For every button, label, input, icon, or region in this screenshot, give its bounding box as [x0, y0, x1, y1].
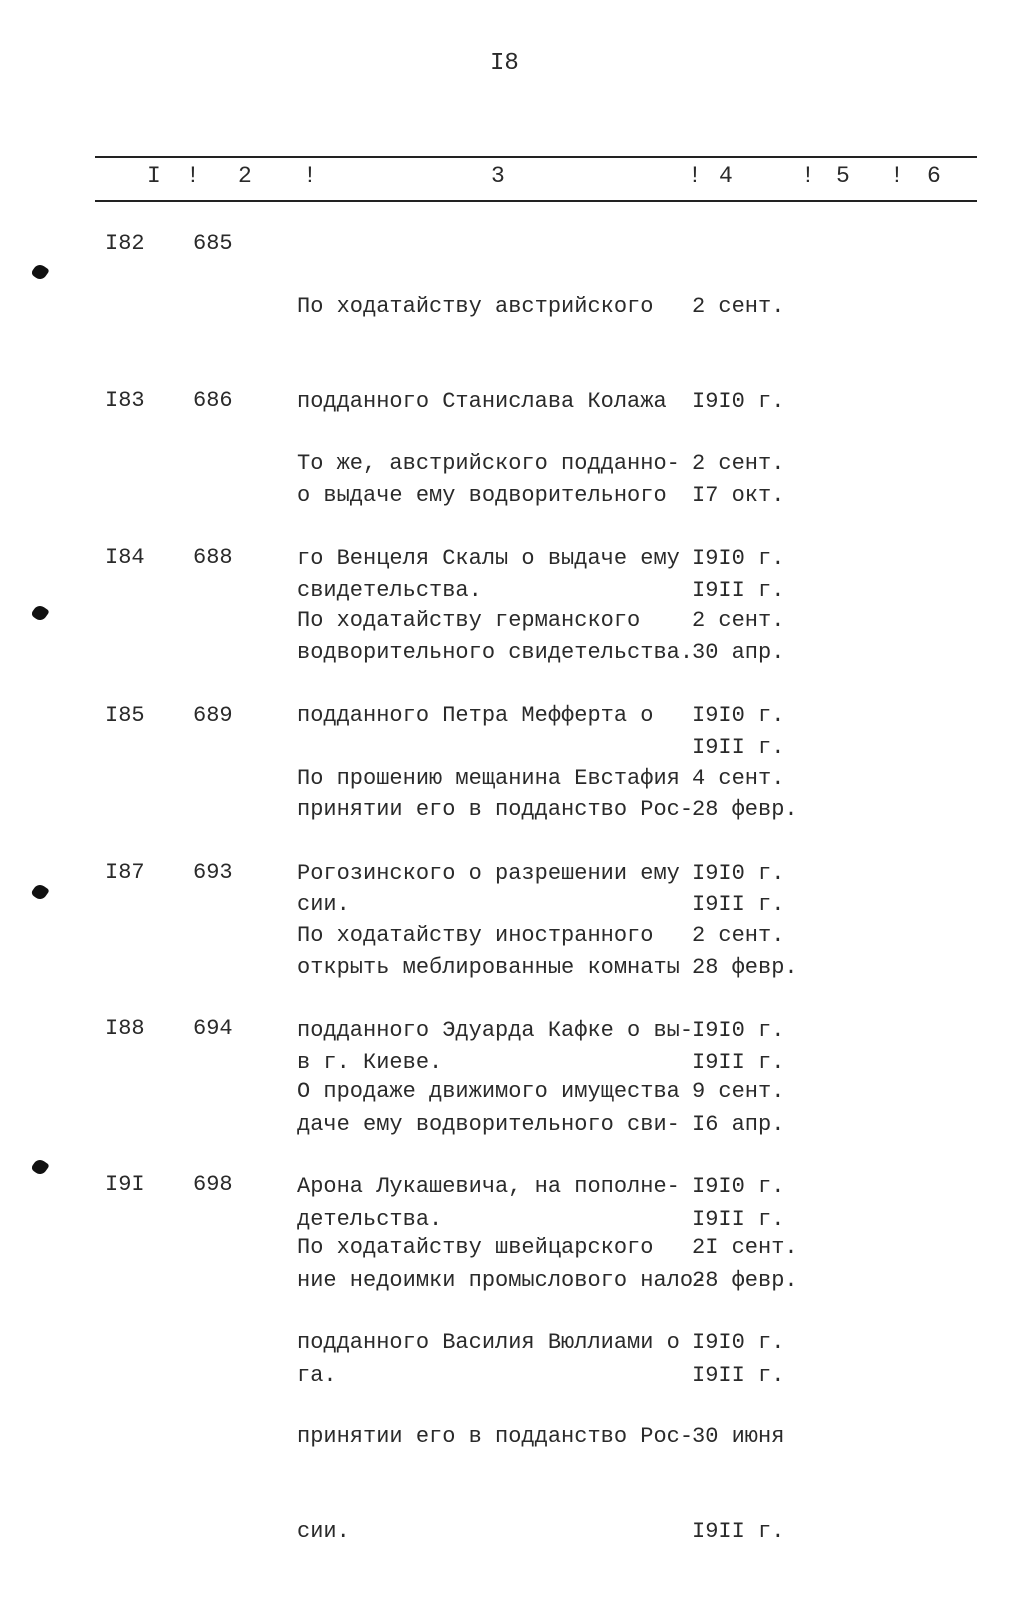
column-header-4: 4 [719, 163, 733, 189]
description-line: даче ему водворительного сви- [297, 1112, 680, 1137]
column-separator: ! [801, 163, 815, 189]
date-line: I9I0 г. [692, 860, 785, 886]
description-line: открыть меблированные комнаты [297, 955, 680, 980]
date-line: I9I0 г. [692, 388, 785, 414]
date-line: 9 сент. [692, 1079, 785, 1104]
date-line: I6 апр. [692, 1112, 785, 1137]
description-line: По прошению мещанина Евстафия [297, 766, 680, 791]
description-line: Арона Лукашевича, на пополне- [297, 1173, 680, 1199]
description-line: детельства. [297, 1206, 443, 1232]
description-line: подданного Василия Вюллиами о [297, 1329, 680, 1355]
column-header-6: 6 [927, 163, 941, 189]
file-number: 694 [193, 1016, 233, 1041]
date-line: I9I0 г. [692, 545, 785, 571]
entry-number: I88 [105, 1016, 145, 1041]
column-header-2: 2 [238, 163, 252, 189]
file-number: 689 [193, 703, 233, 728]
date-line: 4 сент. [692, 766, 785, 791]
description-line: сии. [297, 1518, 350, 1544]
date-line: I9I0 г. [692, 1017, 785, 1043]
date-line: I9II г. [692, 734, 785, 760]
date-line: 28 февр. [692, 955, 798, 980]
header-rule-bottom [95, 200, 977, 202]
date-line: 2 сент. [692, 608, 785, 633]
description-line: По ходатайству швейцарского [297, 1235, 654, 1260]
page-number: I8 [490, 50, 519, 77]
description-line: ние недоимки промыслового нало- [297, 1268, 707, 1293]
file-number: 688 [193, 545, 233, 570]
column-header-1: I [147, 163, 161, 189]
description-line: По ходатайству австрийского [297, 294, 654, 319]
column-header-3: 3 [491, 163, 505, 189]
entry-number: I85 [105, 703, 145, 728]
file-number: 686 [193, 388, 233, 413]
description-line: подданного Петра Мефферта о [297, 702, 654, 728]
column-separator: ! [890, 163, 904, 189]
entry-number: I84 [105, 545, 145, 570]
file-number: 693 [193, 860, 233, 885]
date-line: I9II г. [692, 1049, 785, 1075]
description-line: подданного Станислава Колажа [297, 388, 667, 414]
description-line: То же, австрийского подданно- [297, 451, 680, 476]
header-rule-top [95, 156, 977, 158]
date-line: 2 сент. [692, 923, 785, 948]
description-line: го Венцеля Скалы о выдаче ему [297, 545, 680, 571]
date-line: 30 июня [692, 1424, 785, 1449]
file-number: 698 [193, 1172, 233, 1197]
date-line: 30 апр. [692, 640, 785, 665]
date-line: 28 февр. [692, 1268, 798, 1293]
description-line: свидетельства. [297, 577, 482, 603]
description-line: подданного Эдуарда Кафке о вы- [297, 1017, 694, 1043]
date-line: I9II г. [692, 1362, 785, 1388]
description-line: в г. Киеве. [297, 1049, 443, 1075]
date-line: I7 окт. [692, 483, 785, 508]
description-line: принятии его в подданство Рос- [297, 797, 694, 822]
date-line: I9II г. [692, 577, 785, 603]
description-line: о выдаче ему водворительного [297, 483, 667, 508]
description-line: Рогозинского о разрешении ему [297, 860, 680, 886]
date-line: 2I сент. [692, 1235, 798, 1260]
date-line: I9I0 г. [692, 702, 785, 728]
entry-description [297, 1169, 693, 1610]
description-line: По ходатайству германского [297, 608, 641, 633]
date-line: I9I0 г. [692, 1173, 785, 1199]
description-line: водворительного свидетельства. [297, 640, 694, 665]
column-header-5: 5 [836, 163, 850, 189]
column-separator: ! [186, 163, 200, 189]
date-line: 28 февр. [692, 797, 798, 822]
description-line: О продаже движимого имущества [297, 1079, 680, 1104]
date-line: I9I0 г. [692, 1329, 785, 1355]
description-line: принятии его в подданство Рос- [297, 1424, 694, 1449]
entry-number: I9I [105, 1172, 145, 1197]
entry-number: I82 [105, 231, 145, 256]
date-line: I9II г. [692, 1518, 785, 1544]
description-line: По ходатайству иностранного [297, 923, 654, 948]
date-line: 2 сент. [692, 451, 785, 476]
file-number: 685 [193, 231, 233, 256]
column-separator: ! [688, 163, 702, 189]
entry-dates [692, 1169, 798, 1610]
entry-number: I83 [105, 388, 145, 413]
date-line: 2 сент. [692, 294, 785, 319]
date-line: I9II г. [692, 1206, 785, 1232]
entry-number: I87 [105, 860, 145, 885]
column-separator: ! [303, 163, 317, 189]
description-line: га. [297, 1362, 337, 1388]
date-line: I9II г. [692, 891, 785, 917]
description-line: сии. [297, 891, 350, 917]
